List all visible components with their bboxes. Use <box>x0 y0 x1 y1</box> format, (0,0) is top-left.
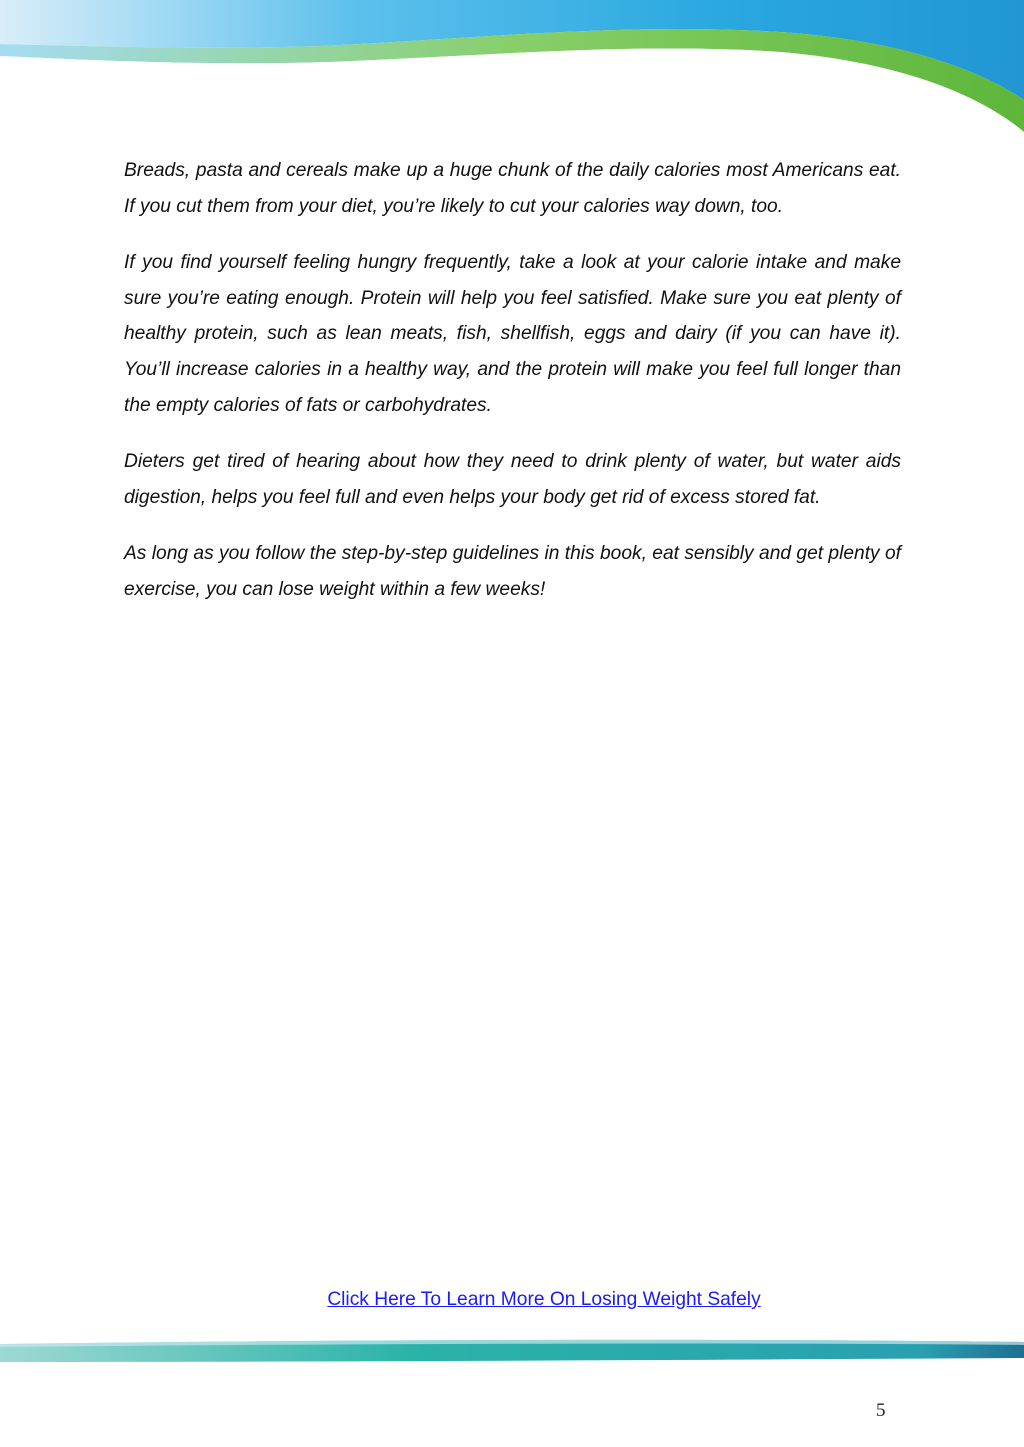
paragraph-1: Breads, pasta and cereals make up a huge chunk of the daily calories most Americans eat. If you cut them from your diet, you’re likely to cut your calories way down, too. <box>124 160 901 217</box>
body-text <box>124 153 901 629</box>
page-number: 5 <box>876 1400 886 1421</box>
paragraph-2: If you find yourself feeling hungry frequently, take a look at your calorie intake and make sure you’re eating enough. Protein will help you feel satisfied. Make sure you eat plenty of healthy protein, such as lean meats, fish, shellfish, eggs and dairy (if you can have it). You’ll increase calories in a healthy way, and the protein will make you feel full longer than the empty calories of fats or carbohydrates. <box>124 252 901 416</box>
learn-more-link[interactable]: Click Here To Learn More On Losing Weight Safely <box>327 1289 761 1310</box>
footer-bar-decoration <box>0 1336 1024 1368</box>
paragraph-4: As long as you follow the step-by-step guidelines in this book, eat sensibly and get plenty of exercise, you can lose weight within a few weeks! <box>124 543 901 600</box>
paragraph-3: Dieters get tired of hearing about how they need to drink plenty of water, but water aids digestion, helps you feel full and even helps your body get rid of excess stored fat. <box>124 451 901 508</box>
header-wave-decoration <box>0 0 1024 140</box>
